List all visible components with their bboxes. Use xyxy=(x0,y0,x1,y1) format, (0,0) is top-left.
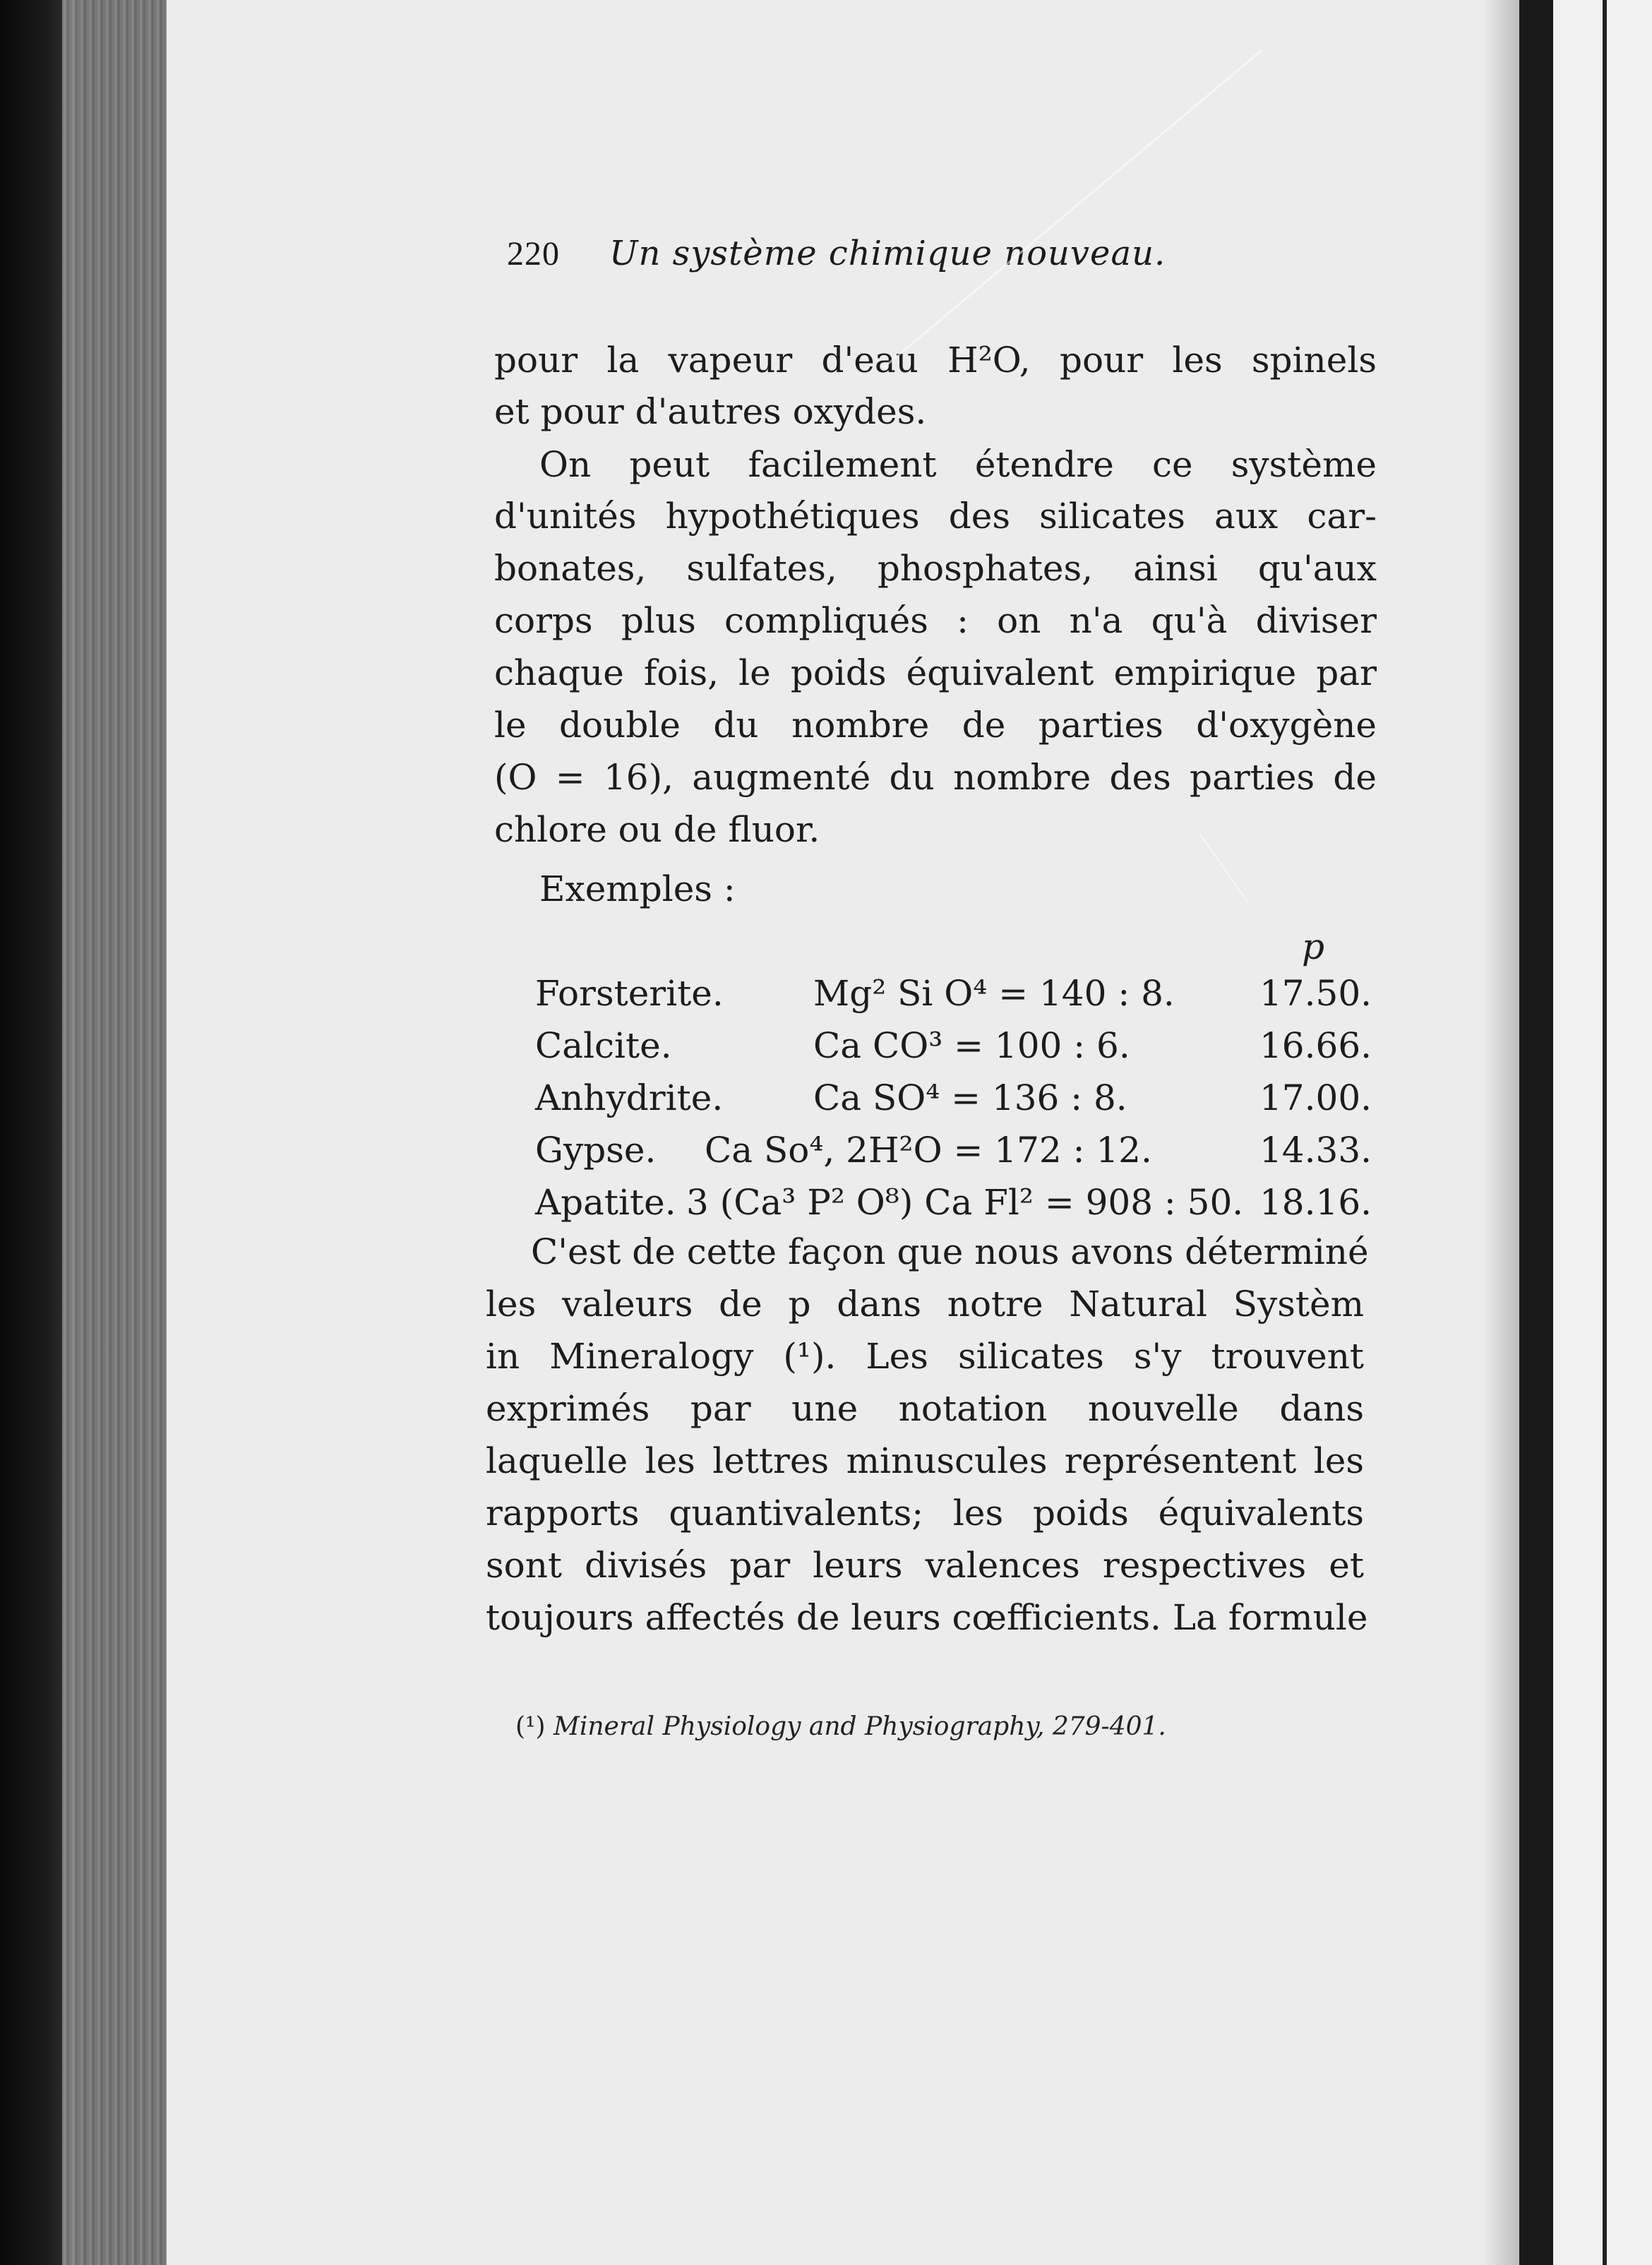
text-line: toujours affectés de leurs cœfficients. La formule xyxy=(486,1597,1368,1638)
footnote xyxy=(515,1712,1166,1741)
mineral-name: Gypse. xyxy=(535,1130,657,1171)
mineral-formula: Ca CO³ = 100 : 6. xyxy=(813,1025,1130,1066)
page-number: 220 xyxy=(507,235,560,273)
p-value: 18.16. xyxy=(1259,1182,1372,1223)
text-line: On peut facilement étendre ce système xyxy=(539,444,1377,485)
p-value: 17.50. xyxy=(1259,973,1372,1014)
text-line: chlore ou de fluor. xyxy=(494,809,820,850)
text-line: corps plus compliqués : on n'a qu'à diviser xyxy=(494,600,1377,641)
p-value: 14.33. xyxy=(1259,1130,1372,1171)
mineral-name: Calcite. xyxy=(535,1025,672,1066)
running-head xyxy=(507,234,1166,273)
facing-page-line xyxy=(1603,0,1607,2265)
text-line: exprimés par une notation nouvelle dans xyxy=(486,1388,1364,1429)
mineral-name: Anhydrite. xyxy=(535,1077,724,1118)
book-gutter xyxy=(1519,0,1553,2265)
text-line: bonates, sulfates, phosphates, ainsi qu'aux xyxy=(494,548,1377,589)
text-line: (O = 16), augmenté du nombre des parties de xyxy=(494,757,1377,798)
page-spine-shadow xyxy=(1483,0,1519,2265)
running-title: Un système chimique nouveau. xyxy=(609,234,1166,273)
p-value: 17.00. xyxy=(1259,1077,1372,1118)
mineral-formula: Ca So⁴, 2H²O = 172 : 12. xyxy=(705,1130,1152,1171)
footnote-marker: (¹) xyxy=(515,1712,546,1741)
text-line: les valeurs de p dans notre Natural Systèm xyxy=(486,1284,1364,1325)
mineral-formula: Mg² Si O⁴ = 140 : 8. xyxy=(813,973,1175,1014)
footnote-text: Mineral Physiology and Physiography, 279-401. xyxy=(553,1712,1166,1741)
mineral-name: Apatite. xyxy=(535,1182,676,1223)
table-column-header-p: p xyxy=(1302,926,1325,967)
text-line: chaque fois, le poids équivalent empirique par xyxy=(494,652,1377,693)
text-line: laquelle les lettres minuscules représentent les xyxy=(486,1440,1364,1481)
text-line: d'unités hypothétiques des silicates aux car- xyxy=(494,496,1377,537)
page-stack-edge xyxy=(62,0,168,2265)
examples-label: Exemples : xyxy=(539,868,736,909)
mineral-formula: 3 (Ca³ P² O⁸) Ca Fl² = 908 : 50. xyxy=(686,1182,1244,1223)
text-line: et pour d'autres oxydes. xyxy=(494,391,927,432)
mineral-name: Forsterite. xyxy=(535,973,724,1014)
text-line: C'est de cette façon que nous avons déterminé xyxy=(531,1231,1369,1272)
text-line: pour la vapeur d'eau H²O, pour les spinels xyxy=(494,340,1377,381)
text-line: sont divisés par leurs valences respectives et xyxy=(486,1545,1364,1586)
mineral-formula: Ca SO⁴ = 136 : 8. xyxy=(813,1077,1127,1118)
p-value: 16.66. xyxy=(1259,1025,1372,1066)
text-line: in Mineralogy (¹). Les silicates s'y trouvent xyxy=(486,1336,1364,1377)
text-line: rapports quantivalents; les poids équivalents xyxy=(486,1493,1364,1534)
text-line: le double du nombre de parties d'oxygène xyxy=(494,705,1377,746)
